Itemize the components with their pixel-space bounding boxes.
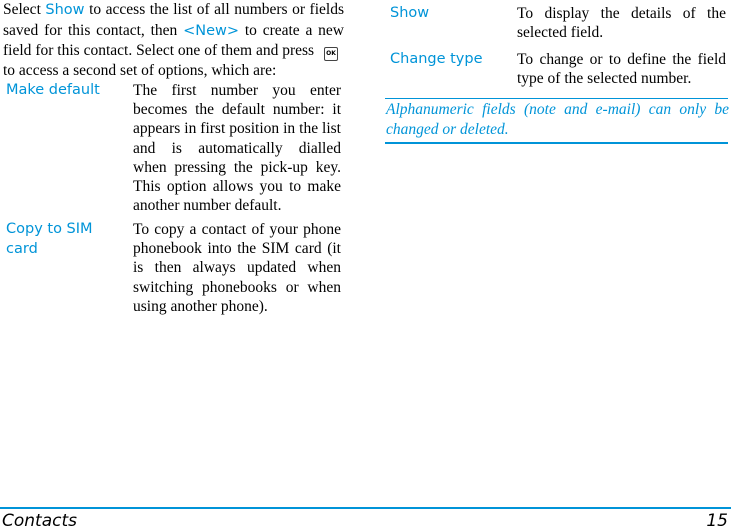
option-desc-show: To display the details of the selected field. — [517, 5, 726, 42]
note-text: Alphanumeric fields (note and e-mail) can only be changed or deleted. — [386, 101, 729, 138]
note-top-rule — [385, 98, 728, 99]
intro-text-4: to access a second set of options, which are: — [3, 62, 277, 79]
note-bottom-rule — [385, 142, 728, 144]
footer-rule — [0, 507, 731, 509]
option-term-copy-to-sim: Copy to SIM card — [6, 221, 93, 257]
intro-text-3: to create a new field for this contact. Select one of them and press — [3, 21, 344, 59]
intro-paragraph — [3, 0, 344, 81]
intro-text-1: Select — [3, 1, 46, 18]
new-keyword: <New> — [183, 22, 240, 39]
option-term-show: Show — [390, 5, 430, 21]
option-desc-copy-to-sim: To copy a contact of your phone phonebook into the SIM card (it is then always updated when switching phonebooks or when using another phone). — [133, 221, 341, 315]
show-keyword: Show — [45, 2, 85, 18]
option-term-make-default: Make default — [6, 82, 100, 98]
page-number: 15 — [706, 511, 728, 531]
footer-section-title: Contacts — [2, 511, 77, 531]
option-desc-change-type: To change or to define the field type of the selected number. — [517, 51, 726, 88]
option-term-change-type: Change type — [390, 51, 483, 67]
intro-text-2: to access the list of all numbers or fields saved for this contact, then — [3, 1, 344, 39]
ok-key-icon: OK — [324, 47, 338, 61]
option-desc-make-default: The first number you enter becomes the default number: it appears in first position in the list and is automatically dialled when pressing the pick-up key. This option allows you to make another number default. — [133, 82, 341, 215]
